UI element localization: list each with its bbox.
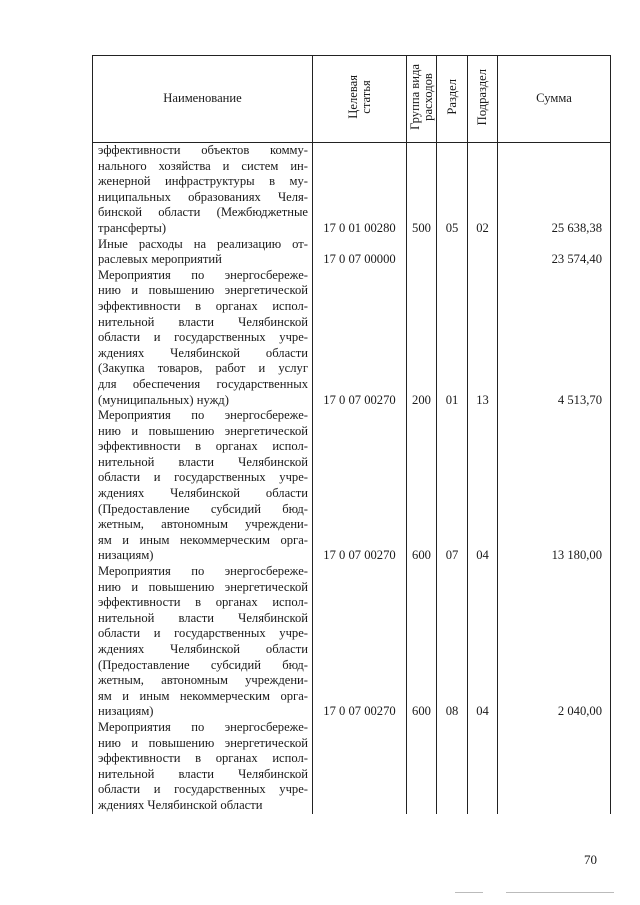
name-line: жетным, автономным учреждени-	[98, 517, 308, 532]
table-header-row	[93, 56, 611, 143]
name-line: (муниципальных) нужд)	[98, 392, 229, 407]
name-line: (Закупка товаров, работ и услуг	[98, 361, 308, 376]
name-line: ждениях Челябинской области	[98, 642, 308, 656]
name-line: нию и повышению энергетической	[98, 735, 308, 750]
name-line: бинской области (Межбюджетные	[98, 205, 308, 220]
name-line: ждениях Челябинской области	[98, 345, 308, 360]
row-section: 08	[437, 564, 468, 720]
name-line: нию и повышению энергетической	[98, 579, 308, 594]
page-number: 70	[584, 852, 597, 867]
row-section: 01	[437, 268, 468, 408]
row-target: 17 0 07 00000	[313, 237, 407, 268]
row-section	[437, 237, 468, 268]
row-sum	[498, 720, 611, 814]
row-target	[313, 720, 407, 814]
row-sum: 25 638,38	[498, 143, 611, 237]
name-line: эффективности в органах испол-	[98, 595, 308, 610]
table-row	[93, 720, 611, 814]
header-target: Целевая статья	[313, 56, 407, 143]
row-name	[93, 564, 313, 720]
name-line: ям и иным некоммерческим орга-	[98, 688, 308, 703]
header-section: Раздел	[437, 56, 468, 143]
name-line: нию и повышению энергетической	[98, 283, 308, 298]
row-subsection: 02	[468, 143, 498, 237]
name-line: трансферты)	[98, 220, 167, 235]
name-line: Мероприятия по энергосбереже-	[98, 267, 308, 282]
name-line: ниципальных образованиях Челя-	[98, 189, 308, 204]
name-line: эффективности в органах испол-	[98, 439, 308, 454]
row-group: 600	[407, 564, 437, 720]
name-line: эффективности в органах испол-	[98, 298, 308, 313]
row-target: 17 0 07 00270	[313, 564, 407, 720]
row-subsection	[468, 720, 498, 814]
name-line: низациям)	[98, 548, 154, 563]
name-line: ждениях Челябинской области	[98, 797, 263, 812]
name-line: нального хозяйства и систем ин-	[98, 158, 308, 173]
row-sum: 2 040,00	[498, 564, 611, 720]
row-name	[93, 143, 313, 237]
name-line: нительной власти Челябинской	[98, 314, 308, 329]
row-target: 17 0 01 00280	[313, 143, 407, 237]
row-target: 17 0 07 00270	[313, 408, 407, 564]
name-line: ям и иным некоммерческим орга-	[98, 532, 308, 547]
header-subsection: Подраздел	[468, 56, 498, 143]
name-line: нию и повышению энергетической	[98, 423, 308, 438]
table-row	[93, 564, 611, 720]
name-line: области и государственных учре-	[98, 470, 308, 485]
name-line: нительной власти Челябинской	[98, 454, 308, 469]
header-sum: Сумма	[498, 56, 611, 143]
table-row	[93, 408, 611, 564]
table-row	[93, 237, 611, 268]
row-name	[93, 237, 313, 268]
table-row	[93, 143, 611, 237]
row-group	[407, 720, 437, 814]
name-line: (Предоставление субсидий бюд-	[98, 501, 308, 516]
table-body	[93, 143, 611, 814]
footer-mark-left	[455, 892, 483, 893]
row-subsection: 04	[468, 408, 498, 564]
row-name	[93, 268, 313, 408]
footer-mark-right	[506, 892, 614, 893]
name-line: ждениях Челябинской области	[98, 486, 308, 501]
name-line: Иные расходы на реализацию от-	[98, 236, 308, 251]
row-section	[437, 720, 468, 814]
table-row	[93, 268, 611, 408]
name-line: эффективности объектов комму-	[98, 143, 308, 157]
row-sum: 4 513,70	[498, 268, 611, 408]
header-group: Группа вида расходов	[407, 56, 437, 143]
row-group: 600	[407, 408, 437, 564]
name-line: нительной власти Челябинской	[98, 610, 308, 625]
header-name: Наименование	[93, 56, 313, 143]
name-line: эффективности в органах испол-	[98, 751, 308, 766]
row-sum: 13 180,00	[498, 408, 611, 564]
name-line: области и государственных учре-	[98, 626, 308, 641]
name-line: жетным, автономным учреждени-	[98, 673, 308, 688]
budget-table	[92, 55, 611, 814]
row-section: 07	[437, 408, 468, 564]
name-line: низациям)	[98, 704, 154, 719]
row-section: 05	[437, 143, 468, 237]
row-group: 200	[407, 268, 437, 408]
row-name	[93, 408, 313, 564]
name-line: женерной инфраструктуры в му-	[98, 174, 308, 189]
row-sum: 23 574,40	[498, 237, 611, 268]
row-subsection: 13	[468, 268, 498, 408]
row-group: 500	[407, 143, 437, 237]
name-line: области и государственных учре-	[98, 782, 308, 797]
row-target: 17 0 07 00270	[313, 268, 407, 408]
name-line: нительной власти Челябинской	[98, 766, 308, 781]
name-line: (Предоставление субсидий бюд-	[98, 657, 308, 672]
row-name	[93, 720, 313, 814]
row-subsection	[468, 237, 498, 268]
row-subsection: 04	[468, 564, 498, 720]
name-line: для обеспечения государственных	[98, 376, 308, 391]
name-line: раслевых мероприятий	[98, 252, 222, 267]
name-line: области и государственных учре-	[98, 330, 308, 345]
name-line: Мероприятия по энергосбереже-	[98, 564, 308, 579]
name-line: Мероприятия по энергосбереже-	[98, 719, 308, 734]
name-line: Мероприятия по энергосбереже-	[98, 408, 308, 423]
row-group	[407, 237, 437, 268]
